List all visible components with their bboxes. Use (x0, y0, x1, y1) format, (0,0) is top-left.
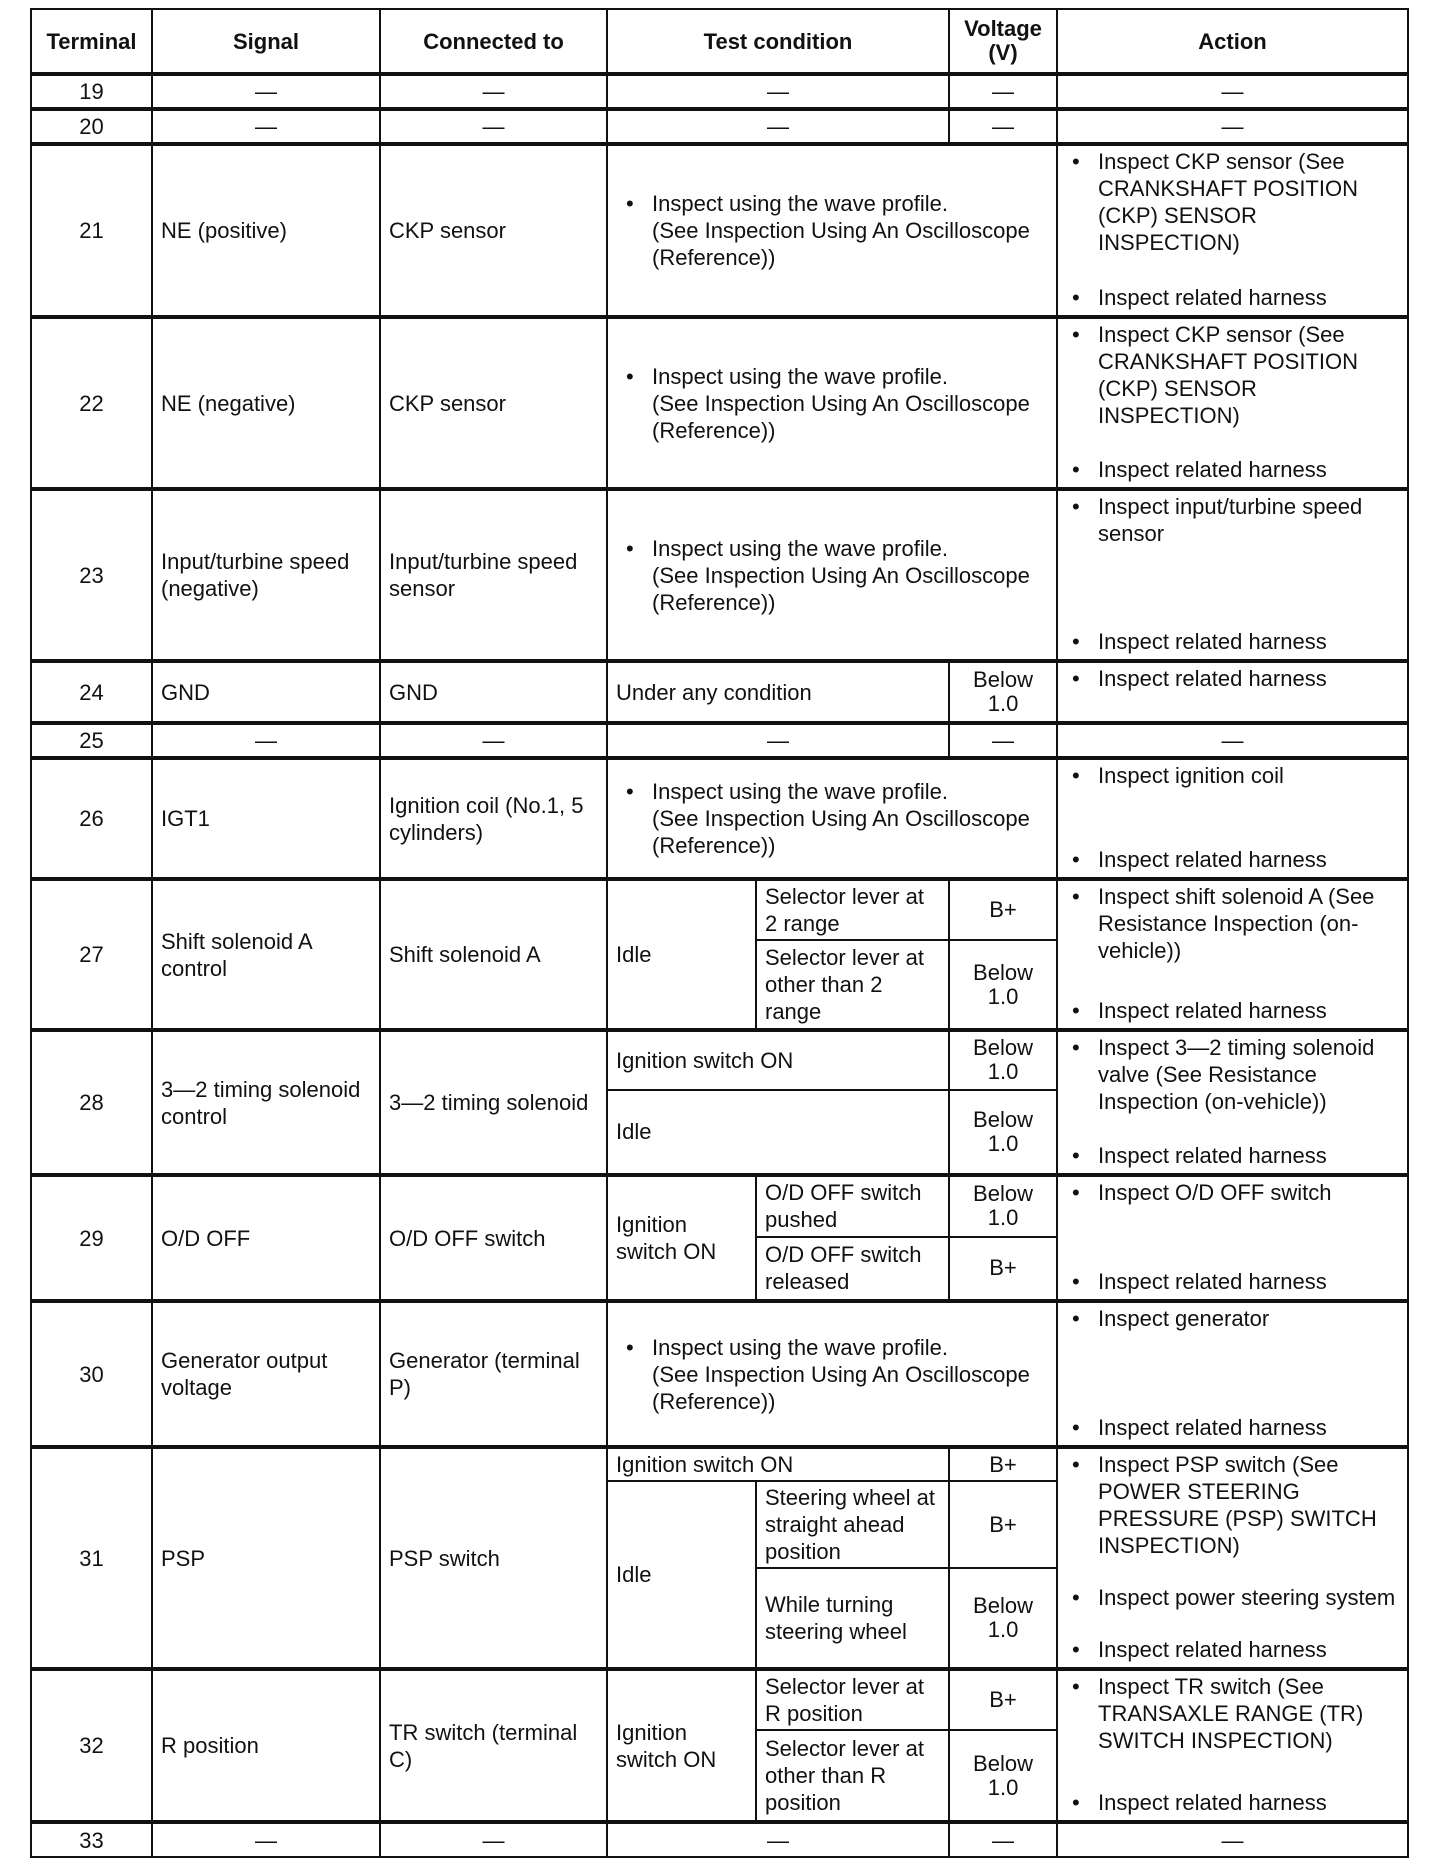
action-cell (1057, 1301, 1408, 1447)
test-condition-cell: Under any condition (607, 661, 949, 723)
action-item (1072, 1451, 1399, 1559)
test-condition-cell: Ignition switch ON (607, 1447, 949, 1481)
action-text: Inspect PSP switch (See POWER STEERING PRESSURE (PSP) SWITCH INSPECTION) (1098, 1452, 1377, 1558)
header-test-condition: Test condition (607, 9, 949, 74)
bullet-icon: • (1072, 1306, 1080, 1331)
action-text: Inspect CKP sensor (See CRANKSHAFT POSITION (CKP) SENSOR INSPECTION) (1098, 149, 1358, 255)
action-cell (1057, 758, 1408, 879)
test-subcondition-cell: O/D OFF switch released (756, 1237, 949, 1301)
table-row (31, 661, 1408, 723)
action-text: Inspect generator (1098, 1306, 1270, 1331)
action-item (1072, 997, 1399, 1024)
bullet-icon: • (1072, 285, 1080, 310)
action-text: Inspect related harness (1098, 1415, 1327, 1440)
action-text: Inspect O/D OFF switch (1098, 1180, 1332, 1205)
signal-cell: PSP (152, 1447, 380, 1669)
connected-to-cell: Input/turbine speed sensor (380, 489, 607, 661)
action-text: Inspect related harness (1098, 847, 1327, 872)
action-text: Inspect related harness (1098, 1637, 1327, 1662)
action-item (1072, 1584, 1399, 1611)
action-text: Inspect related harness (1098, 285, 1327, 310)
terminal-cell: 30 (31, 1301, 152, 1447)
bullet-icon: • (1072, 847, 1080, 872)
header-row (31, 9, 1408, 74)
action-text: Inspect shift solenoid A (See Resistance Inspection (on-vehicle)) (1098, 884, 1375, 963)
test-condition-cell: — (607, 109, 949, 144)
action-item (1072, 1034, 1399, 1115)
table-row (31, 1822, 1408, 1857)
wave-profile-note (626, 535, 1048, 616)
bullet-icon: • (1072, 1790, 1080, 1815)
action-item (1072, 1268, 1399, 1295)
action-list (1072, 1451, 1399, 1663)
action-cell (1057, 144, 1408, 317)
action-item (1072, 321, 1399, 429)
voltage-cell: Below 1.0 (949, 1568, 1057, 1669)
signal-cell: — (152, 1822, 380, 1857)
test-condition-cell (607, 1301, 1057, 1447)
voltage-cell: Below 1.0 (949, 1730, 1057, 1822)
table-row (31, 879, 1408, 940)
connected-to-cell: — (380, 74, 607, 109)
bullet-icon: • (1072, 1415, 1080, 1440)
action-list (1072, 665, 1399, 692)
wave-profile-note (626, 190, 1048, 271)
connected-to-cell: CKP sensor (380, 144, 607, 317)
table-row (31, 74, 1408, 109)
table-row (31, 109, 1408, 144)
test-condition-cell: Ignition switch ON (607, 1669, 756, 1822)
table-row (31, 489, 1408, 661)
signal-cell: R position (152, 1669, 380, 1822)
action-item (1072, 456, 1399, 483)
test-subcondition-cell: Selector lever at other than R position (756, 1730, 949, 1822)
voltage-cell: Below 1.0 (949, 661, 1057, 723)
bullet-icon: • (1072, 494, 1080, 519)
action-text: Inspect ignition coil (1098, 763, 1284, 788)
wave-line: Inspect using the wave profile. (652, 1334, 948, 1360)
action-cell (1057, 1669, 1408, 1822)
bullet-icon: • (1072, 1637, 1080, 1662)
test-condition-cell: — (607, 723, 949, 758)
test-subcondition-cell: While turning steering wheel (756, 1568, 949, 1669)
bullet-icon: • (1072, 1452, 1080, 1477)
wave-reference: (See Inspection Using An Oscilloscope (Reference)) (652, 390, 1030, 443)
bullet-icon: • (626, 191, 634, 216)
bullet-icon: • (1072, 1035, 1080, 1060)
voltage-cell: B+ (949, 879, 1057, 940)
wave-profile-note (626, 363, 1048, 444)
signal-cell: Input/turbine speed (negative) (152, 489, 380, 661)
action-text: Inspect TR switch (See TRANSAXLE RANGE (TR) SWITCH INSPECTION) (1098, 1674, 1364, 1753)
action-text: Inspect power steering system (1098, 1585, 1396, 1610)
terminal-cell: 27 (31, 879, 152, 1030)
test-condition-cell: Ignition switch ON (607, 1030, 949, 1090)
wave-text (652, 1334, 1048, 1415)
voltage-cell: — (949, 109, 1057, 144)
signal-cell: NE (negative) (152, 317, 380, 489)
bullet-icon: • (1072, 1143, 1080, 1168)
voltage-cell: B+ (949, 1669, 1057, 1730)
terminal-cell: 25 (31, 723, 152, 758)
table-row (31, 1301, 1408, 1447)
table-row (31, 144, 1408, 317)
action-item (1072, 1636, 1399, 1663)
signal-cell: 3—2 timing solenoid control (152, 1030, 380, 1175)
table-row (31, 1030, 1408, 1090)
action-item (1072, 846, 1399, 873)
wave-text (652, 778, 1048, 859)
table-row (31, 317, 1408, 489)
action-cell (1057, 1175, 1408, 1301)
action-list (1072, 1034, 1399, 1169)
bullet-icon: • (1072, 149, 1080, 174)
action-item (1072, 883, 1399, 964)
test-condition-cell (607, 144, 1057, 317)
wave-text (652, 535, 1048, 616)
signal-cell: NE (positive) (152, 144, 380, 317)
action-list (1072, 148, 1399, 311)
voltage-cell: B+ (949, 1237, 1057, 1301)
table-row (31, 1175, 1408, 1237)
voltage-cell: Below 1.0 (949, 1030, 1057, 1090)
connected-to-cell: 3—2 timing solenoid (380, 1030, 607, 1175)
bullet-icon: • (1072, 1585, 1080, 1610)
signal-cell: O/D OFF (152, 1175, 380, 1301)
bullet-icon: • (626, 1334, 634, 1360)
connected-to-cell: O/D OFF switch (380, 1175, 607, 1301)
action-item (1072, 1673, 1399, 1754)
action-text: Inspect related harness (1098, 1790, 1327, 1815)
signal-cell: GND (152, 661, 380, 723)
wave-text (652, 363, 1048, 444)
terminal-cell: 19 (31, 74, 152, 109)
test-condition-cell (607, 489, 1057, 661)
action-list (1072, 321, 1399, 483)
action-item (1072, 1414, 1399, 1441)
wave-line: Inspect using the wave profile. (652, 191, 948, 216)
signal-cell: — (152, 109, 380, 144)
table-row (31, 1447, 1408, 1481)
action-text: Inspect related harness (1098, 629, 1327, 654)
voltage-cell: — (949, 1822, 1057, 1857)
header-voltage: Voltage (V) (949, 9, 1057, 74)
bullet-icon: • (1072, 884, 1080, 909)
wave-line: Inspect using the wave profile. (652, 779, 948, 804)
terminal-cell: 28 (31, 1030, 152, 1175)
action-list (1072, 883, 1399, 1024)
action-item (1072, 762, 1399, 789)
action-cell (1057, 1030, 1408, 1175)
test-subcondition-cell: Selector lever at R position (756, 1669, 949, 1730)
terminal-cell: 31 (31, 1447, 152, 1669)
action-list (1072, 762, 1399, 873)
connected-to-cell: Shift solenoid A (380, 879, 607, 1030)
voltage-cell: Below 1.0 (949, 940, 1057, 1030)
test-subcondition-cell: O/D OFF switch pushed (756, 1175, 949, 1237)
action-text: Inspect related harness (1098, 1269, 1327, 1294)
test-condition-cell: Idle (607, 1481, 756, 1669)
voltage-cell: B+ (949, 1481, 1057, 1568)
terminal-cell: 22 (31, 317, 152, 489)
header-signal: Signal (152, 9, 380, 74)
action-list (1072, 1179, 1399, 1295)
action-text: Inspect related harness (1098, 666, 1327, 691)
wave-reference: (See Inspection Using An Oscilloscope (Reference)) (652, 218, 1030, 270)
signal-cell: — (152, 723, 380, 758)
action-text: Inspect input/turbine speed sensor (1098, 494, 1363, 546)
voltage-cell: — (949, 723, 1057, 758)
action-item (1072, 665, 1399, 692)
connected-to-cell: Generator (terminal P) (380, 1301, 607, 1447)
terminal-cell: 24 (31, 661, 152, 723)
terminal-cell: 29 (31, 1175, 152, 1301)
terminal-cell: 33 (31, 1822, 152, 1857)
voltage-cell: Below 1.0 (949, 1175, 1057, 1237)
bullet-icon: • (1072, 998, 1080, 1023)
bullet-icon: • (1072, 1674, 1080, 1699)
test-subcondition-cell: Selector lever at other than 2 range (756, 940, 949, 1030)
terminal-table (30, 8, 1409, 1858)
wave-text (652, 190, 1048, 271)
action-list (1072, 1673, 1399, 1816)
voltage-cell: Below 1.0 (949, 1090, 1057, 1175)
connected-to-cell: TR switch (terminal C) (380, 1669, 607, 1822)
wave-line: Inspect using the wave profile. (652, 363, 948, 389)
action-item (1072, 493, 1399, 547)
bullet-icon: • (626, 779, 634, 804)
action-cell (1057, 1447, 1408, 1669)
test-condition-cell: Ignition switch ON (607, 1175, 756, 1301)
action-text: Inspect related harness (1098, 457, 1327, 482)
bullet-icon: • (1072, 457, 1080, 482)
connected-to-cell: GND (380, 661, 607, 723)
signal-cell: Shift solenoid A control (152, 879, 380, 1030)
wave-profile-note (626, 1334, 1048, 1415)
terminal-cell: 32 (31, 1669, 152, 1822)
header-action: Action (1057, 9, 1408, 74)
voltage-cell: B+ (949, 1447, 1057, 1481)
table-row (31, 1669, 1408, 1730)
action-item (1072, 148, 1399, 256)
action-cell: — (1057, 1822, 1408, 1857)
bullet-icon: • (1072, 763, 1080, 788)
table-row (31, 723, 1408, 758)
action-text: Inspect related harness (1098, 1143, 1327, 1168)
terminal-cell: 21 (31, 144, 152, 317)
action-cell (1057, 489, 1408, 661)
terminal-cell: 26 (31, 758, 152, 879)
action-item (1072, 1789, 1399, 1816)
test-condition-cell: — (607, 1822, 949, 1857)
table-row (31, 758, 1408, 879)
connected-to-cell: PSP switch (380, 1447, 607, 1669)
action-cell: — (1057, 723, 1408, 758)
test-subcondition-cell: Steering wheel at straight ahead position (756, 1481, 949, 1568)
action-item (1072, 284, 1399, 311)
signal-cell: Generator output voltage (152, 1301, 380, 1447)
action-text: Inspect CKP sensor (See CRANKSHAFT POSITION (CKP) SENSOR INSPECTION) (1098, 322, 1358, 428)
bullet-icon: • (1072, 1269, 1080, 1294)
action-list (1072, 1305, 1399, 1441)
bullet-icon: • (1072, 1180, 1080, 1205)
wave-reference: (See Inspection Using An Oscilloscope (Reference)) (652, 1361, 1030, 1414)
action-item (1072, 628, 1399, 655)
bullet-icon: • (1072, 666, 1080, 691)
action-cell (1057, 879, 1408, 1030)
terminal-cell: 23 (31, 489, 152, 661)
connected-to-cell: Ignition coil (No.1, 5 cylinders) (380, 758, 607, 879)
voltage-cell: — (949, 74, 1057, 109)
test-condition-cell: Idle (607, 879, 756, 1030)
connected-to-cell: CKP sensor (380, 317, 607, 489)
test-condition-cell: Idle (607, 1090, 949, 1175)
wave-profile-note (626, 778, 1048, 859)
test-condition-cell (607, 758, 1057, 879)
action-cell (1057, 661, 1408, 723)
action-item (1072, 1305, 1399, 1332)
test-condition-cell: — (607, 74, 949, 109)
action-cell: — (1057, 74, 1408, 109)
test-condition-cell (607, 317, 1057, 489)
header-connected-to: Connected to (380, 9, 607, 74)
test-subcondition-cell: Selector lever at 2 range (756, 879, 949, 940)
action-text: Inspect related harness (1098, 998, 1327, 1023)
action-item (1072, 1179, 1399, 1206)
action-list (1072, 493, 1399, 655)
wave-reference: (See Inspection Using An Oscilloscope (Reference)) (652, 806, 1030, 858)
bullet-icon: • (626, 363, 634, 389)
connected-to-cell: — (380, 1822, 607, 1857)
bullet-icon: • (1072, 629, 1080, 654)
wave-reference: (See Inspection Using An Oscilloscope (Reference)) (652, 562, 1030, 615)
bullet-icon: • (1072, 322, 1080, 347)
header-terminal: Terminal (31, 9, 152, 74)
signal-cell: — (152, 74, 380, 109)
action-text: Inspect 3—2 timing solenoid valve (See Resistance Inspection (on-vehicle)) (1098, 1035, 1375, 1114)
connected-to-cell: — (380, 723, 607, 758)
action-cell: — (1057, 109, 1408, 144)
bullet-icon: • (626, 535, 634, 561)
action-cell (1057, 317, 1408, 489)
action-item (1072, 1142, 1399, 1169)
connected-to-cell: — (380, 109, 607, 144)
signal-cell: IGT1 (152, 758, 380, 879)
terminal-cell: 20 (31, 109, 152, 144)
wave-line: Inspect using the wave profile. (652, 535, 948, 561)
